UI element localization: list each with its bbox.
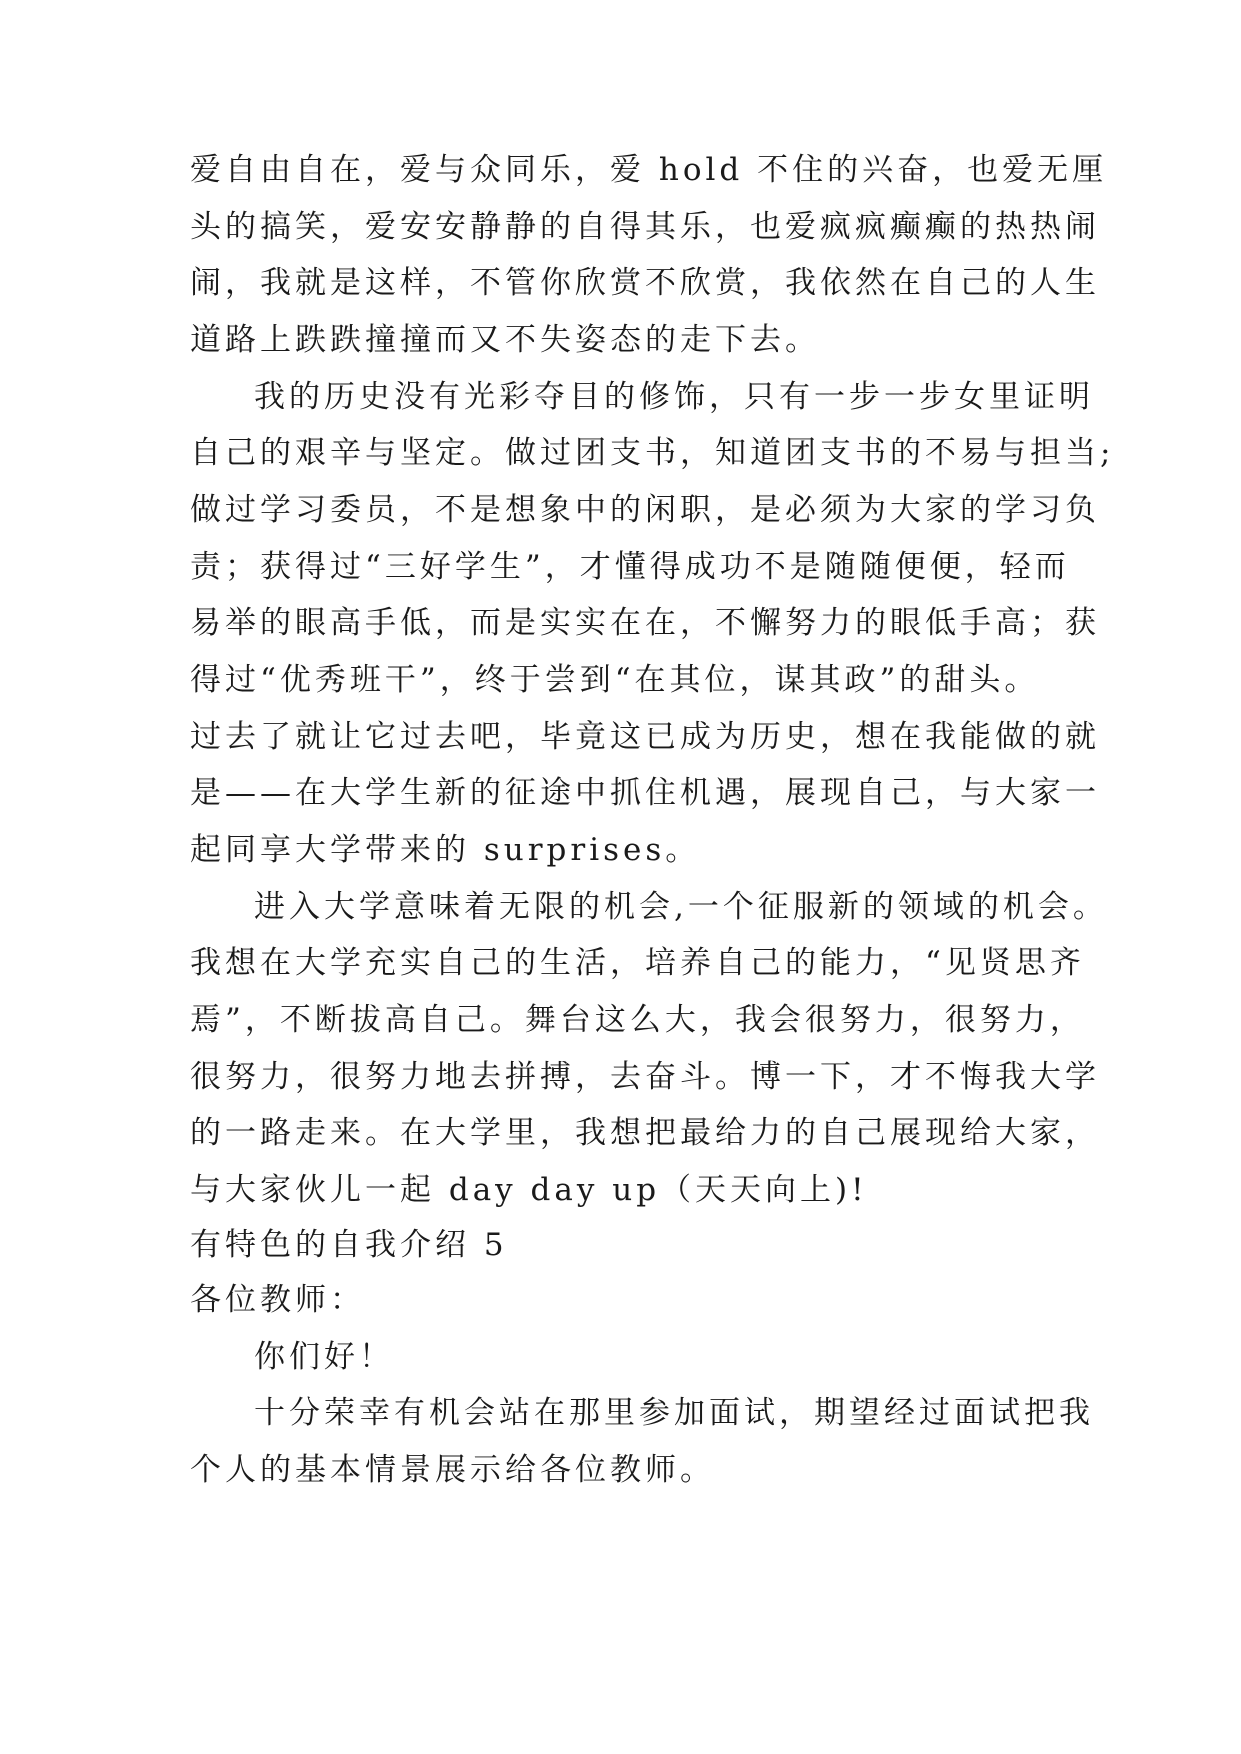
- paragraph-line: 焉”，不断拔高自己。舞台这么大，我会很努力，很努力，: [190, 1002, 1085, 1038]
- paragraph-line: 十分荣幸有机会站在那里参加面试，期望经过面试把我: [254, 1395, 1094, 1431]
- salutation: 各位教师：: [190, 1282, 365, 1318]
- greeting: 你们好！: [254, 1339, 394, 1375]
- paragraph-line: 是——在大学生新的征途中抓住机遇，展现自己，与大家一: [190, 775, 1100, 811]
- paragraph-line: 的一路走来。在大学里，我想把最给力的自己展现给大家，: [190, 1115, 1100, 1151]
- paragraph-line: 个人的基本情景展示给各位教师。: [190, 1452, 715, 1488]
- paragraph-line: 我想在大学充实自己的生活，培养自己的能力，“见贤思齐: [190, 945, 1085, 981]
- paragraph-line: 自己的艰辛与坚定。做过团支书，知道团支书的不易与担当;: [190, 435, 1115, 471]
- paragraph-line: 进入大学意味着无限的机会,一个征服新的领域的机会。: [254, 889, 1108, 925]
- paragraph-line: 道路上跌跌撞撞而又不失姿态的走下去。: [190, 322, 820, 358]
- paragraph-line: 我的历史没有光彩夺目的修饰，只有一步一步女里证明: [254, 379, 1094, 415]
- section-heading: 有特色的自我介绍 5: [190, 1227, 508, 1263]
- paragraph-line: 过去了就让它过去吧，毕竟这已成为历史，想在我能做的就: [190, 719, 1100, 755]
- paragraph-line: 闹，我就是这样，不管你欣赏不欣赏，我依然在自己的人生: [190, 265, 1100, 301]
- paragraph-line: 易举的眼高手低，而是实实在在，不懈努力的眼低手高；获: [190, 605, 1100, 641]
- paragraph-line: 责；获得过“三好学生”，才懂得成功不是随随便便，轻而: [190, 549, 1070, 585]
- paragraph-line: 起同享大学带来的 surprises。: [190, 832, 701, 868]
- paragraph-line: 做过学习委员，不是想象中的闲职，是必须为大家的学习负: [190, 492, 1100, 528]
- paragraph-line: 爱自由自在，爱与众同乐，爱 hold 不住的兴奋，也爱无厘: [190, 152, 1108, 188]
- paragraph-line: 很努力，很努力地去拼搏，去奋斗。博一下，才不悔我大学: [190, 1059, 1100, 1095]
- paragraph-line: 得过“优秀班干”，终于尝到“在其位，谋其政”的甜头。: [190, 662, 1040, 698]
- paragraph-line: 与大家伙儿一起 day day up（天天向上)!: [190, 1172, 868, 1208]
- paragraph-line: 头的搞笑，爱安安静静的自得其乐，也爱疯疯癫癫的热热闹: [190, 209, 1100, 245]
